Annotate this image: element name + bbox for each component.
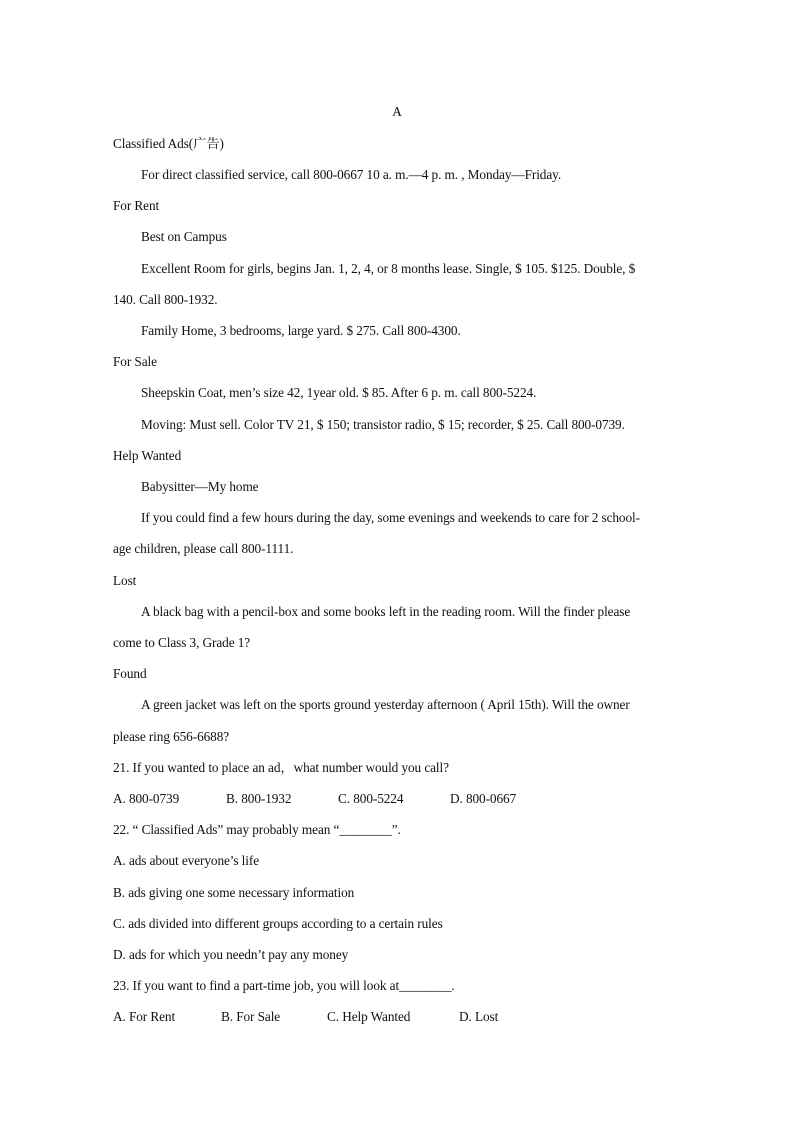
question-21-option-b: B. 800-1932: [226, 791, 292, 806]
question-23-option-c: C. Help Wanted: [327, 1009, 411, 1024]
section-heading-found: Found: [113, 666, 147, 681]
for-rent-item1-line1: Excellent Room for girls, begins Jan. 1, 2, 4, or 8 months lease. Single, $ 105. $125. Double, $: [141, 261, 636, 276]
question-21-option-c: C. 800-5224: [338, 791, 404, 806]
question-21-stem: 21. If you wanted to place an ad，what number would you call?: [113, 760, 449, 775]
passage-label: A: [392, 104, 402, 119]
section-heading-lost: Lost: [113, 573, 137, 588]
question-23-option-a: A. For Rent: [113, 1009, 176, 1024]
for-rent-subheading: Best on Campus: [141, 229, 227, 244]
section-heading-help-wanted: Help Wanted: [113, 448, 182, 463]
lost-item-line1: A black bag with a pencil-box and some books left in the reading room. Will the finder please: [141, 604, 631, 619]
question-21-option-a: A. 800-0739: [113, 791, 180, 806]
passage-title: Classified Ads(广告): [113, 136, 224, 151]
for-rent-item1-line2: 140. Call 800-1932.: [113, 292, 218, 307]
question-22-stem: 22. “ Classified Ads” may probably mean “________”.: [113, 822, 401, 837]
help-wanted-item-line2: age children, please call 800-1111.: [113, 541, 294, 556]
question-21-option-d: D. 800-0667: [450, 791, 517, 806]
question-23-option-d: D. Lost: [459, 1009, 499, 1024]
question-22-option-d: D. ads for which you needn’t pay any money: [113, 947, 349, 962]
question-22-option-a: A. ads about everyone’s life: [113, 853, 260, 868]
help-wanted-item-line1: If you could find a few hours during the day, some evenings and weekends to care for 2 school-: [141, 510, 640, 525]
help-wanted-subheading: Babysitter—My home: [141, 479, 259, 494]
for-sale-item1: Sheepskin Coat, men’s size 42, 1year old. $ 85. After 6 p. m. call 800-5224.: [141, 385, 537, 400]
section-heading-for-rent: For Rent: [113, 198, 160, 213]
for-sale-item2: Moving: Must sell. Color TV 21, $ 150; transistor radio, $ 15; recorder, $ 25. Call 800-0739.: [141, 417, 625, 432]
question-23-option-b: B. For Sale: [221, 1009, 281, 1024]
section-heading-for-sale: For Sale: [113, 354, 157, 369]
question-23-stem: 23. If you want to find a part-time job, you will look at________.: [113, 978, 455, 993]
question-22-option-c: C. ads divided into different groups according to a certain rules: [113, 916, 443, 931]
found-item-line2: please ring 656-6688?: [113, 729, 230, 744]
found-item-line1: A green jacket was left on the sports ground yesterday afternoon ( April 15th). Will the owner: [141, 697, 630, 712]
lost-item-line2: come to Class 3, Grade 1?: [113, 635, 251, 650]
passage-intro: For direct classified service, call 800-0667 10 a. m.—4 p. m. , Monday—Friday.: [141, 167, 562, 182]
for-rent-item2: Family Home, 3 bedrooms, large yard. $ 275. Call 800-4300.: [141, 323, 461, 338]
question-22-option-b: B. ads giving one some necessary information: [113, 885, 355, 900]
